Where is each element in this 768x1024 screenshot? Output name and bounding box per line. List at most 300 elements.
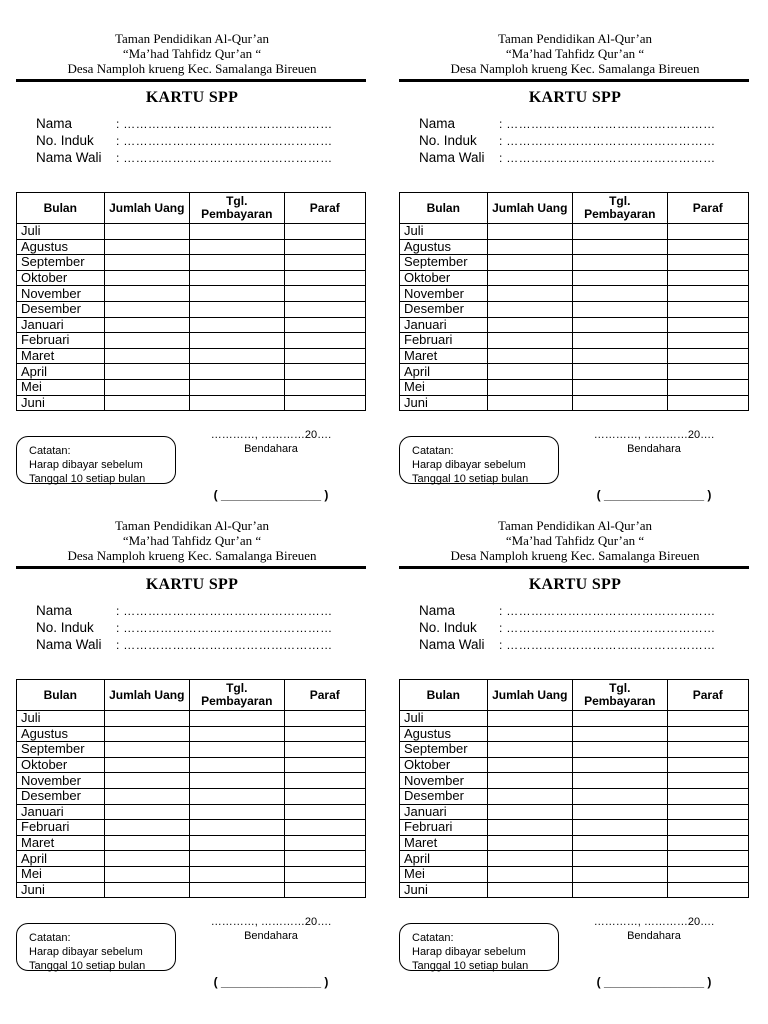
field-fill-line: : …………………………………………… [499,638,716,652]
month-cell: Februari [17,333,105,349]
paraf-cell [667,270,748,286]
amount-cell [487,379,572,395]
treasurer-label: Bendahara [627,443,681,455]
field-nama [36,115,332,133]
table-row [17,333,366,349]
amount-cell [487,301,572,317]
payment-date-cell [572,270,667,286]
payment-date-cell [572,379,667,395]
table-row [17,804,366,820]
paraf-cell [284,395,365,411]
payment-date-cell [189,379,284,395]
amount-cell [104,851,189,867]
signature-line: ( _______________ ) [596,488,712,502]
month-cell: Oktober [400,757,488,773]
table-row [400,820,749,836]
amount-cell [487,286,572,302]
amount-cell [487,742,572,758]
payment-table [16,679,366,898]
field-nama-wali [419,149,715,167]
school-subtitle: “Ma’had Tahfidz Qur’an “ [505,46,645,61]
spp-card [399,0,751,502]
payment-date-cell [572,726,667,742]
table-row [400,224,749,240]
table-row [17,773,366,789]
paraf-cell [667,286,748,302]
paraf-cell [667,820,748,836]
note-box [399,923,559,971]
amount-cell [104,224,189,240]
table-row [17,882,366,898]
month-cell: November [17,286,105,302]
amount-cell [104,742,189,758]
table-row [17,239,366,255]
spp-card [16,487,368,989]
column-header-tgl-pembayaran: Tgl. Pembayaran [572,193,667,224]
paraf-cell [284,364,365,380]
column-header-paraf: Paraf [667,680,748,711]
table-row [400,835,749,851]
table-row [400,301,749,317]
amount-cell [104,286,189,302]
signature-line: ( _______________ ) [596,975,712,989]
table-row [17,726,366,742]
table-row [400,851,749,867]
table-header-row [17,680,366,711]
payment-date-cell [189,804,284,820]
field-fill-line: : …………………………………………… [116,134,333,148]
month-cell: Februari [400,820,488,836]
amount-cell [487,270,572,286]
table-row [400,333,749,349]
column-header-tgl-pembayaran: Tgl. Pembayaran [189,193,284,224]
paraf-cell [284,224,365,240]
month-cell: Maret [400,835,488,851]
month-cell: Oktober [400,270,488,286]
month-cell: Juli [400,224,488,240]
school-subtitle: “Ma’had Tahfidz Qur’an “ [505,533,645,548]
paraf-cell [284,788,365,804]
table-row [17,395,366,411]
paraf-cell [284,286,365,302]
field-nama-wali [419,636,715,654]
amount-cell [104,379,189,395]
amount-cell [104,835,189,851]
column-header-jumlah-uang: Jumlah Uang [104,680,189,711]
paraf-cell [284,882,365,898]
amount-cell [487,711,572,727]
payment-date-cell [572,804,667,820]
amount-cell [487,726,572,742]
field-label: No. Induk [419,133,477,148]
field-fill-line: : …………………………………………… [499,117,716,131]
paraf-cell [284,773,365,789]
signature-line: ( _______________ ) [213,488,329,502]
note-title: Catatan: [412,932,454,944]
payment-date-cell [572,757,667,773]
amount-cell [487,395,572,411]
payment-date-cell [189,882,284,898]
month-cell: Juni [400,882,488,898]
amount-cell [104,866,189,882]
paraf-cell [667,333,748,349]
amount-cell [104,788,189,804]
note-line-2: Tanggal 10 setiap bulan [412,473,529,485]
table-row [400,711,749,727]
treasurer-label: Bendahara [244,443,298,455]
month-cell: April [400,851,488,867]
month-cell: Desember [17,301,105,317]
field-fill-line: : …………………………………………… [116,604,333,618]
paraf-cell [667,239,748,255]
amount-cell [104,270,189,286]
amount-cell [487,317,572,333]
month-cell: Februari [400,333,488,349]
month-cell: Januari [400,317,488,333]
amount-cell [487,364,572,380]
amount-cell [104,804,189,820]
payment-date-cell [189,726,284,742]
school-name: Taman Pendidikan Al-Qur’an [497,31,653,46]
table-row [400,773,749,789]
payment-date-cell [189,255,284,271]
table-row [17,364,366,380]
payment-date-cell [189,866,284,882]
month-cell: Agustus [17,239,105,255]
paraf-cell [667,224,748,240]
table-row [400,239,749,255]
amount-cell [487,804,572,820]
month-cell: Januari [400,804,488,820]
field-label: No. Induk [36,620,94,635]
payment-date-cell [189,395,284,411]
paraf-cell [284,301,365,317]
month-cell: Maret [17,348,105,364]
paraf-cell [667,866,748,882]
amount-cell [104,255,189,271]
column-header-paraf: Paraf [284,680,365,711]
note-line-2: Tanggal 10 setiap bulan [412,960,529,972]
paraf-cell [284,804,365,820]
amount-cell [487,239,572,255]
table-row [17,317,366,333]
month-cell: Januari [17,804,105,820]
header-divider [16,566,366,569]
field-nama-wali [36,636,332,654]
amount-cell [104,364,189,380]
payment-date-cell [572,866,667,882]
payment-date-cell [572,239,667,255]
card-title: KARTU SPP [145,89,239,106]
note-title: Catatan: [29,445,71,457]
payment-date-cell [189,788,284,804]
paraf-cell [284,333,365,349]
payment-date-cell [189,742,284,758]
amount-cell [487,835,572,851]
school-subtitle: “Ma’had Tahfidz Qur’an “ [122,533,262,548]
amount-cell [487,866,572,882]
payment-date-cell [189,757,284,773]
paraf-cell [667,742,748,758]
note-line-1: Harap dibayar sebelum [29,459,143,471]
paraf-cell [667,348,748,364]
payment-date-cell [572,224,667,240]
field-nama [36,602,332,620]
paraf-cell [284,317,365,333]
field-fill-line: : …………………………………………… [116,638,333,652]
paraf-cell [284,255,365,271]
month-cell: Juni [17,882,105,898]
table-row [400,379,749,395]
month-cell: Juli [400,711,488,727]
field-no-induk [419,132,715,150]
field-label: Nama Wali [36,150,102,165]
amount-cell [104,820,189,836]
month-cell: September [400,742,488,758]
table-row [17,851,366,867]
table-row [17,379,366,395]
paraf-cell [284,726,365,742]
payment-date-cell [572,773,667,789]
field-label: Nama Wali [419,150,485,165]
field-label: Nama [36,116,73,131]
payment-date-cell [189,270,284,286]
school-address: Desa Namploh krueng Kec. Samalanga Bireuen [450,548,700,563]
field-fill-line: : …………………………………………… [116,151,333,165]
payment-date-cell [189,317,284,333]
card-title: KARTU SPP [528,89,622,106]
payment-date-cell [189,711,284,727]
amount-cell [487,820,572,836]
table-header-row [17,193,366,224]
table-row [17,742,366,758]
payment-date-cell [189,224,284,240]
month-cell: Mei [17,866,105,882]
payment-date-cell [572,742,667,758]
note-line-1: Harap dibayar sebelum [412,946,526,958]
payment-date-cell [189,239,284,255]
paraf-cell [667,835,748,851]
month-cell: Maret [400,348,488,364]
amount-cell [104,726,189,742]
school-address: Desa Namploh krueng Kec. Samalanga Bireuen [67,548,317,563]
amount-cell [487,851,572,867]
note-box [399,436,559,484]
payment-date-cell [189,773,284,789]
column-header-paraf: Paraf [284,193,365,224]
amount-cell [487,255,572,271]
school-address: Desa Namploh krueng Kec. Samalanga Bireuen [67,61,317,76]
paraf-cell [284,835,365,851]
month-cell: Mei [400,866,488,882]
paraf-cell [284,866,365,882]
month-cell: Desember [400,788,488,804]
month-cell: September [400,255,488,271]
amount-cell [104,773,189,789]
field-label: Nama Wali [419,637,485,652]
treasurer-label: Bendahara [244,930,298,942]
amount-cell [104,757,189,773]
paraf-cell [667,364,748,380]
amount-cell [487,773,572,789]
amount-cell [104,333,189,349]
note-box [16,923,176,971]
paraf-cell [667,317,748,333]
table-row [400,788,749,804]
treasurer-label: Bendahara [627,930,681,942]
column-header-tgl-pembayaran: Tgl. Pembayaran [189,680,284,711]
amount-cell [487,333,572,349]
payment-date-cell [572,301,667,317]
payment-date-cell [572,395,667,411]
table-header-row [400,193,749,224]
table-row [17,788,366,804]
date-line: …………, …………20…. [593,916,715,928]
table-row [17,835,366,851]
payment-date-cell [189,348,284,364]
payment-date-cell [572,820,667,836]
field-nama [419,115,715,133]
paraf-cell [667,882,748,898]
paraf-cell [284,270,365,286]
table-row [17,255,366,271]
payment-date-cell [572,255,667,271]
month-cell: September [17,742,105,758]
table-row [17,757,366,773]
table-row [17,286,366,302]
month-cell: Juni [17,395,105,411]
payment-table [16,192,366,411]
amount-cell [487,348,572,364]
header-divider [399,566,749,569]
table-row [17,866,366,882]
note-title: Catatan: [412,445,454,457]
field-label: No. Induk [419,620,477,635]
table-row [400,255,749,271]
table-row [400,317,749,333]
payment-date-cell [189,851,284,867]
field-fill-line: : …………………………………………… [499,621,716,635]
field-no-induk [419,619,715,637]
payment-table [399,192,749,411]
column-header-jumlah-uang: Jumlah Uang [487,680,572,711]
paraf-cell [284,711,365,727]
paraf-cell [667,711,748,727]
month-cell: Maret [17,835,105,851]
field-label: Nama Wali [36,637,102,652]
table-row [17,348,366,364]
note-line-2: Tanggal 10 setiap bulan [29,473,146,485]
column-header-paraf: Paraf [667,193,748,224]
amount-cell [487,757,572,773]
payment-date-cell [189,301,284,317]
paraf-cell [667,773,748,789]
column-header-bulan: Bulan [400,193,488,224]
payment-date-cell [572,711,667,727]
amount-cell [104,317,189,333]
payment-date-cell [189,820,284,836]
column-header-bulan: Bulan [17,193,105,224]
table-row [17,820,366,836]
paraf-cell [284,379,365,395]
field-fill-line: : …………………………………………… [116,117,333,131]
month-cell: Januari [17,317,105,333]
amount-cell [487,788,572,804]
payment-table [399,679,749,898]
month-cell: Desember [17,788,105,804]
note-box [16,436,176,484]
table-row [17,301,366,317]
table-row [400,395,749,411]
month-cell: November [17,773,105,789]
field-label: Nama [419,116,456,131]
column-header-jumlah-uang: Jumlah Uang [487,193,572,224]
school-address: Desa Namploh krueng Kec. Samalanga Bireuen [450,61,700,76]
table-row [400,742,749,758]
amount-cell [104,395,189,411]
paraf-cell [667,255,748,271]
table-row [400,757,749,773]
month-cell: Agustus [400,239,488,255]
school-name: Taman Pendidikan Al-Qur’an [114,31,270,46]
note-line-1: Harap dibayar sebelum [412,459,526,471]
payment-date-cell [572,348,667,364]
school-name: Taman Pendidikan Al-Qur’an [497,518,653,533]
field-nama-wali [36,149,332,167]
payment-date-cell [572,286,667,302]
paraf-cell [284,239,365,255]
month-cell: Februari [17,820,105,836]
table-row [400,364,749,380]
table-row [400,866,749,882]
month-cell: Juli [17,224,105,240]
paraf-cell [667,301,748,317]
amount-cell [104,239,189,255]
paraf-cell [667,804,748,820]
payment-date-cell [572,317,667,333]
month-cell: Mei [17,379,105,395]
header-divider [16,79,366,82]
payment-date-cell [572,788,667,804]
table-row [400,286,749,302]
date-line: …………, …………20…. [210,429,332,441]
table-row [17,711,366,727]
payment-date-cell [189,333,284,349]
amount-cell [104,711,189,727]
card-title: KARTU SPP [145,576,239,593]
paraf-cell [667,379,748,395]
table-header-row [400,680,749,711]
month-cell: Agustus [17,726,105,742]
month-cell: April [17,364,105,380]
amount-cell [487,882,572,898]
field-no-induk [36,132,332,150]
payment-date-cell [572,364,667,380]
note-line-2: Tanggal 10 setiap bulan [29,960,146,972]
table-row [400,270,749,286]
month-cell: Juli [17,711,105,727]
paraf-cell [284,348,365,364]
paraf-cell [667,788,748,804]
paraf-cell [284,851,365,867]
month-cell: Agustus [400,726,488,742]
month-cell: November [400,773,488,789]
month-cell: September [17,255,105,271]
paraf-cell [284,820,365,836]
amount-cell [104,882,189,898]
field-label: No. Induk [36,133,94,148]
field-fill-line: : …………………………………………… [499,151,716,165]
